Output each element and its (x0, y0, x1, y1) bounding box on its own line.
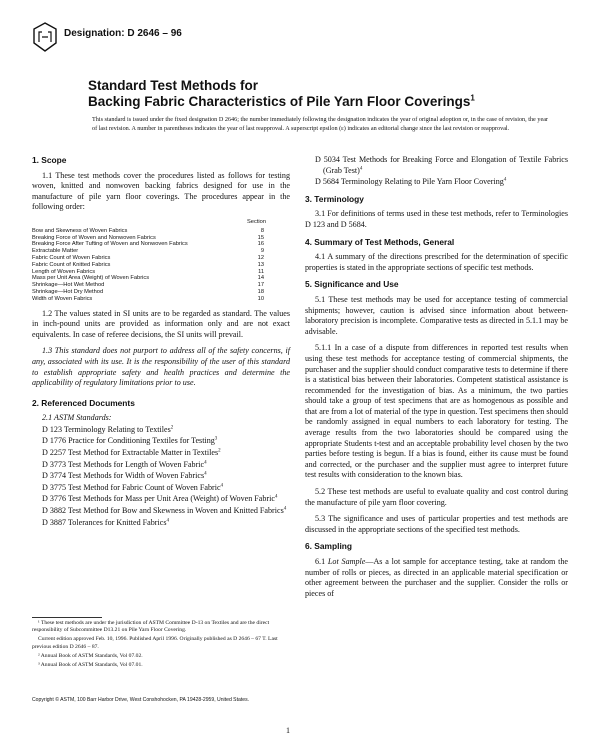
reference-text: D 2257 Test Method for Extractable Matter in Textiles (42, 448, 219, 458)
footnote: ³ Annual Book of ASTM Standards, Vol 07.01. (38, 662, 143, 669)
procedure-list-item (32, 275, 290, 282)
procedure-section-number: 8 (260, 227, 264, 234)
reference-item (32, 494, 290, 505)
reference-footnote-mark: 4 (503, 177, 507, 183)
reference-item (305, 155, 568, 176)
procedure-section-number: 12 (257, 254, 264, 261)
procedure-list-item (32, 269, 290, 276)
footnote-rule (32, 617, 102, 618)
footnotes (32, 620, 290, 671)
procedure-label: Shrinkage—Hot Wet Method (32, 282, 105, 289)
reference-item (32, 436, 290, 447)
section-5-heading: 5. Significance and Use (305, 279, 399, 290)
para-5-3: 5.3 The significance and uses of particular properties and test methods are discussed in the appropriate sections of the specified test methods. (305, 514, 568, 534)
procedure-section-number: 15 (257, 234, 264, 241)
procedure-label: Breaking Force After Tufting of Woven and Nonwoven Fabrics (32, 241, 188, 248)
reference-text: D 3887 Tolerances for Knitted Fabrics (42, 517, 167, 527)
reference-text: D 3773 Test Methods for Length of Woven Fabric (42, 459, 205, 469)
procedure-list-item (32, 241, 290, 248)
reference-footnote-mark: 2 (218, 448, 221, 454)
procedure-label: Shrinkage—Hot Dry Method (32, 288, 104, 295)
section-6-heading: 6. Sampling (305, 541, 353, 552)
procedure-label: Mass per Unit Area (Weight) of Woven Fabrics (32, 275, 150, 282)
reference-text: D 5034 Test Methods for Breaking Force and Elongation of Textile Fabrics (Grab Test) (315, 155, 568, 175)
title-block (88, 78, 558, 110)
procedure-section-number: 16 (257, 241, 264, 248)
procedure-list-item (32, 262, 290, 269)
procedure-section-number: 14 (257, 275, 264, 282)
section-2-heading: 2. Referenced Documents (32, 397, 135, 408)
procedure-label: Fabric Count of Knitted Fabrics (32, 261, 111, 268)
procedure-section-number: 17 (257, 282, 264, 289)
procedure-label: Bow and Skewness of Woven Fabrics (32, 227, 128, 234)
reference-item (32, 506, 290, 517)
designation: Designation: D 2646 – 96 (64, 28, 182, 39)
footnote: ¹ These test methods are under the jurisdiction of ASTM Committee D-13 on Textiles and are the direct responsibility of Subcommittee D13.21 on Pile Yarn Floor Covering. (32, 620, 270, 634)
para-3-1: 3.1 For definitions of terms used in these test methods, refer to Terminologies D 123 and D 5684. (305, 209, 568, 229)
reference-item (32, 483, 290, 494)
procedure-list-item (32, 289, 290, 296)
procedure-section-number: 11 (258, 268, 264, 275)
footnote: ² Annual Book of ASTM Standards, Vol 07.02. (38, 652, 143, 659)
procedure-list-item (32, 235, 290, 242)
reference-item (305, 177, 568, 188)
procedure-list-item (32, 282, 290, 289)
toc-section-header: Section (247, 218, 266, 225)
reference-text: D 3776 Test Methods for Mass per Unit Area (Weight) of Woven Fabric (42, 494, 275, 504)
reference-text: D 1776 Practice for Conditioning Textiles for Testing (42, 436, 215, 446)
title-line2: Backing Fabric Characteristics of Pile Yarn Floor Coverings$^1$ (88, 93, 475, 109)
procedure-label: Width of Woven Fabrics (32, 295, 93, 302)
procedure-label: Fabric Count of Woven Fabrics (32, 254, 111, 261)
reference-item (32, 425, 290, 436)
title-line1: Standard Test Methods for (88, 78, 259, 93)
reference-item (32, 460, 290, 471)
procedure-section-number: 18 (257, 288, 264, 295)
procedure-list-item (32, 296, 290, 303)
reference-text: D 3774 Test Methods for Width of Woven Fabrics (42, 471, 205, 481)
title-footnote-mark: 1 (470, 93, 475, 103)
copyright: Copyright © ASTM, 100 Barr Harbor Drive, West Conshohocken, PA 19428-2959, United States. (32, 697, 250, 703)
reference-text: D 3882 Test Method for Bow and Skewness in Woven and Knitted Fabrics (42, 506, 284, 516)
procedure-list-item (32, 228, 290, 235)
reference-footnote-mark: 3 (214, 436, 218, 442)
para-2-1: 2.1 ASTM Standards: (42, 413, 112, 423)
para-1-2: 1.2 The values stated in SI units are to be regarded as standard. The values in inch-pound units are provided as information only and are not exact equivalents. In case of referee decisions, the SI units will prevail. (32, 308, 290, 339)
procedure-list-item (32, 255, 290, 262)
para-6-1: 6.1 Lot Sample—As a lot sample for acceptance testing, take at random the number of rolls or pieces, as directed in an applicable material specification or other agreement between the purchaser and the supplier. Consider the rolls or pieces of (305, 557, 568, 598)
section-3-heading: 3. Terminology (305, 193, 364, 204)
procedure-label: Length of Woven Fabrics (32, 268, 96, 275)
section-4-heading: 4. Summary of Test Methods, General (305, 236, 455, 247)
referenced-documents-continued (305, 155, 568, 188)
para-5-1-1: 5.1.1 In a case of a dispute from differences in reported test results when using these test methods for acceptance testing of commercial shipments, the purchaser and the supplier should conduct comparative tests to determine if there is a statistical bias between their laboratories. Competent statistical assistance is recommended for the investigation of bias. As a minimum, the two parties should take a group of test specimens that are as homogenous as possible and that are from a lot of material of the type in question. Test specimens then should be randomly assigned in equal numbers to each laboratory for testing. The average results from the two laboratories should be compared using the appropriate Students t-test and an acceptable probability level chosen by the two parties before testing is begun. If a bias is found, either its cause must be found and corrected, or the purchaser and the supplier must agree to interpret future test results with consideration to the known bias. (305, 343, 568, 480)
referenced-documents-list (32, 425, 290, 528)
reference-footnote-mark: 4 (274, 494, 278, 500)
para-4-1: 4.1 A summary of the directions prescribed for the determination of specific properties is stated in the appropriate sections of specific test methods. (305, 252, 568, 272)
right-column (305, 155, 568, 605)
para-5-2: 5.2 These test methods are useful to evaluate quality and cost control during the manufacture of pile yarn floor covering. (305, 487, 568, 507)
para-1-1: 1.1 These test methods cover the procedures listed as follows for testing woven, knitted and nonwoven backing fabrics designed for use in the manufacture of pile yarn floor coverings. The procedures appear in the following order: (32, 170, 290, 212)
left-column (32, 155, 290, 534)
reference-footnote-mark: 2 (170, 425, 174, 431)
procedure-label: Extractable Matter (32, 248, 79, 255)
footnote: Current edition approved Feb. 10, 1996. Published April 1996. Originally published as D 2646 – 67 T. Last previous edition D 2646 – 87. (32, 636, 278, 650)
procedure-label: Breaking Force of Woven and Nonwoven Fabrics (32, 234, 156, 241)
astm-logo (32, 22, 58, 52)
page-number: 1 (286, 726, 290, 735)
reference-footnote-mark: 4 (204, 471, 207, 477)
reference-text: D 123 Terminology Relating to Textiles (42, 424, 171, 434)
procedure-list (32, 219, 290, 303)
reference-item (32, 448, 290, 459)
procedure-section-number: 10 (257, 295, 264, 302)
section-1-heading: 1. Scope (32, 155, 67, 165)
para-1-3: 1.3 This standard does not purport to address all of the safety concerns, if any, associated with its use. It is the responsibility of the user of this standard to establish appropriate safety and health practices and determine the applicability of regulatory limitations prior to use. (32, 346, 290, 388)
reference-item (32, 518, 290, 529)
reference-footnote-mark: 4 (359, 165, 363, 171)
reference-footnote-mark: 4 (283, 506, 287, 512)
reference-footnote-mark: 4 (166, 517, 169, 523)
procedure-list-item (32, 248, 290, 255)
reference-text: D 3775 Test Method for Fabric Count of Woven Fabric (42, 482, 221, 492)
procedure-section-number: 13 (257, 261, 264, 268)
procedure-section-number: 9 (260, 248, 264, 255)
standard-note: This standard is issued under the fixed designation D 2646; the number immediately following the designation indicates the year of original adoption or, in the case of revision, the year of last revision. A number in parentheses indicates the year of last reapproval. A superscript epsilon (ε) indicates an editorial change since the last revision or reapproval. (92, 116, 548, 132)
para-5-1: 5.1 These test methods may be used for acceptance testing of commercial shipments; however, caution is advised since information about between-laboratory precision is incomplete. Comparative tests as directed in 5.1.1 may be advisable. (305, 294, 568, 336)
reference-text: D 5684 Terminology Relating to Pile Yarn Floor Covering (315, 177, 504, 187)
reference-footnote-mark: 4 (220, 483, 224, 489)
reference-item (32, 471, 290, 482)
reference-footnote-mark: 4 (204, 459, 207, 465)
